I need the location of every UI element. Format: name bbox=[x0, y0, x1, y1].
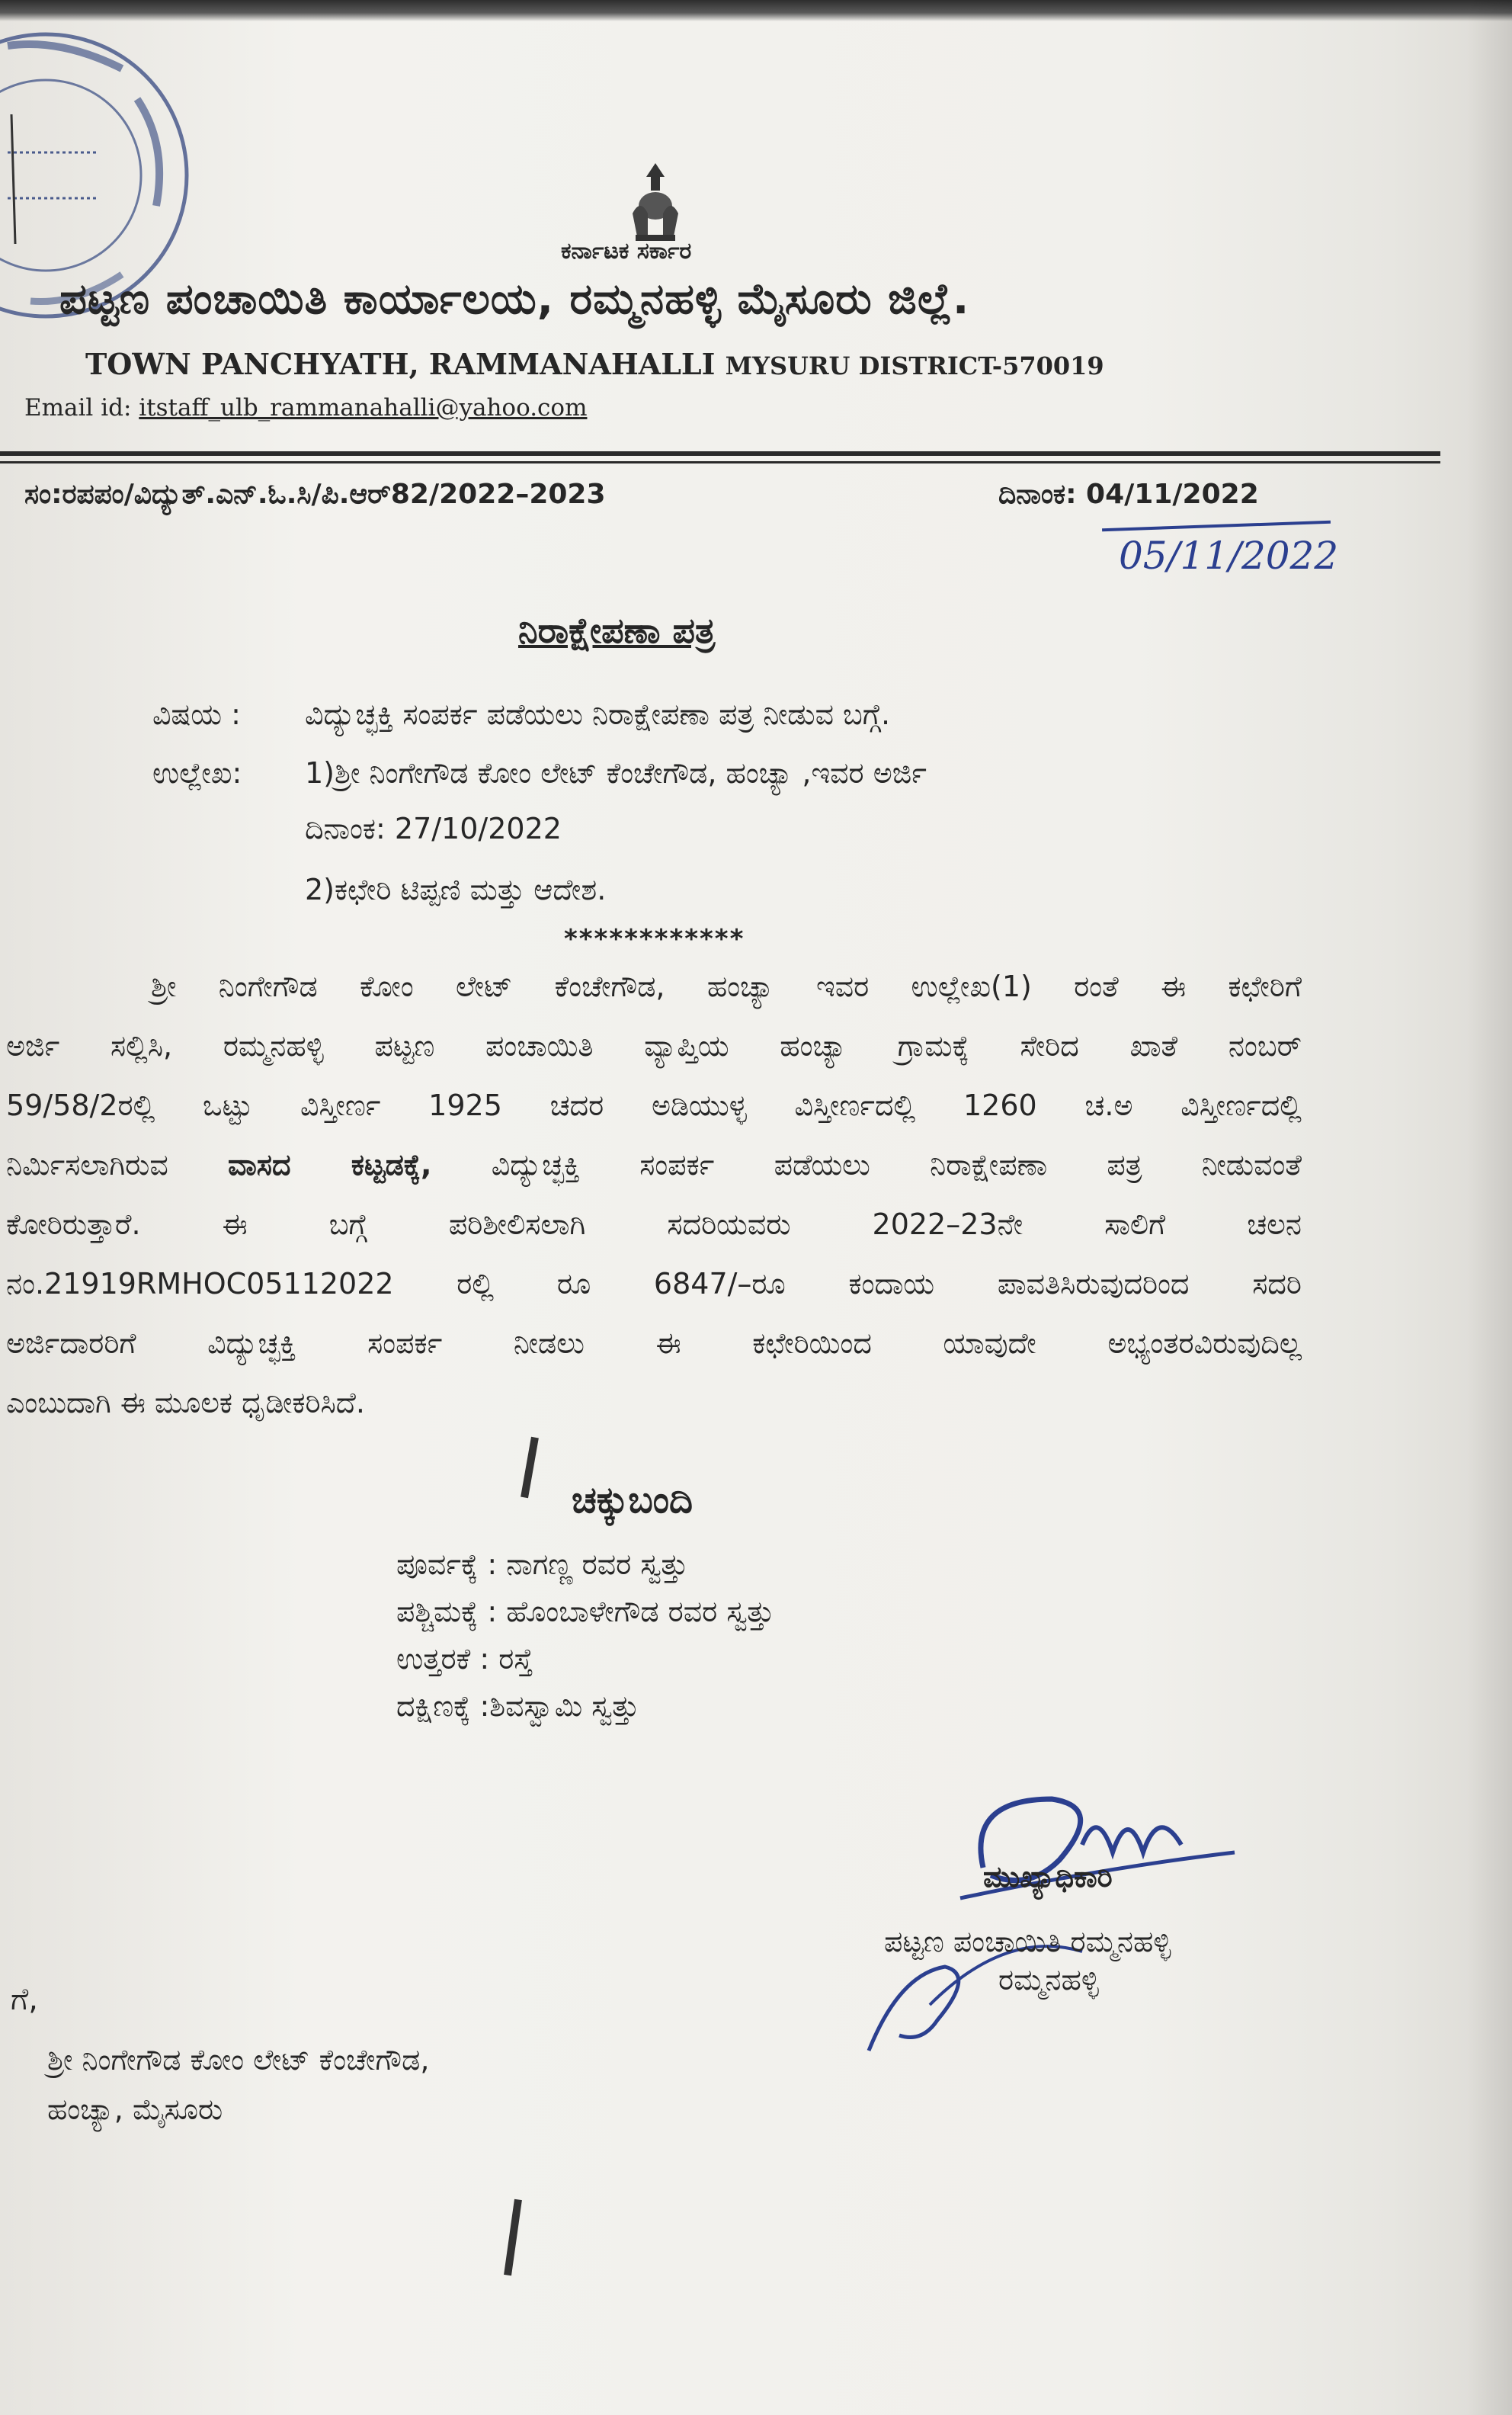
karnataka-emblem-icon bbox=[625, 160, 686, 244]
government-name: ಕರ್ನಾಟಕ ಸರ್ಕಾರ bbox=[561, 238, 692, 265]
body-line-1: ಶ್ರೀ ನಿಂಗೇಗೌಡ ಕೋಂ ಲೇಟ್ ಕೆಂಚೇಗೌಡ, ಹಂಚ್ಯಾ ಇವರ ಉಲ್ಲೇಖ(1) ರಂತೆ ಈ ಕಛೇರಿಗೆ bbox=[151, 970, 1302, 1003]
recipient-address-line-1: ಶ್ರೀ ನಿಂಗೇಗೌಡ ಕೋಂ ಲೇಟ್ ಕೆಂಚೇಗೌಡ, bbox=[47, 2043, 430, 2077]
document-heading: ನಿರಾಕ್ಷೇಪಣಾ ಪತ್ರ bbox=[518, 610, 716, 651]
pen-mark-bottom bbox=[504, 2199, 522, 2275]
reference-item-2: 2)ಕಛೇರಿ ಟಿಪ್ಪಣಿ ಮತ್ತು ಆದೇಶ. bbox=[305, 873, 607, 906]
body-line-4-part-a: ನಿರ್ಮಿಸಲಾಗಿರುವ bbox=[6, 1148, 168, 1182]
header-divider-thick bbox=[0, 451, 1440, 456]
reference-label: ಉಲ್ಲೇಖ: bbox=[152, 756, 242, 790]
body-line-8: ಎಂಬುದಾಗಿ ಈ ಮೂಲಕ ಧೃಡೀಕರಿಸಿದೆ. bbox=[6, 1386, 365, 1419]
scan-top-shadow bbox=[0, 0, 1512, 21]
subject-label: ವಿಷಯ : bbox=[152, 698, 241, 731]
reference-item-1-date: ದಿನಾಂಕ: 27/10/2022 bbox=[305, 812, 562, 845]
pen-mark bbox=[521, 1437, 539, 1499]
reference-number: ಸಂ:ರಪಪಂ/ವಿದ್ಯುತ್.ಎನ್.ಓ.ಸಿ/ಪಿ.ಆರ್82/2022–2023 bbox=[24, 479, 606, 510]
signatory-office-line-1: ಪಟ್ಟಣ ಪಂಚಾಯಿತಿ ರಮ್ಮನಹಳ್ಳಿ bbox=[884, 1925, 1171, 1958]
body-line-5: ಕೋರಿರುತ್ತಾರೆ. ಈ ಬಗ್ಗೆ ಪರಿಶೀಲಿಸಲಾಗಿ ಸದರಿಯವರು 2022–23ನೇ ಸಾಲಿಗೆ ಚಲನ bbox=[6, 1208, 1302, 1241]
office-english-district: MYSURU DISTRICT-570019 bbox=[725, 351, 1104, 380]
issue-date: ದಿನಾಂಕ: 04/11/2022 bbox=[998, 479, 1259, 510]
header-divider-thin bbox=[0, 461, 1440, 463]
email-address-link[interactable]: itstaff_ulb_rammanahalli@yahoo.com bbox=[139, 394, 588, 422]
office-name-english bbox=[85, 347, 1104, 381]
email-line bbox=[24, 394, 587, 422]
signatory-title: ಮುಖ್ಯಾಧಿಕಾರಿ bbox=[983, 1860, 1113, 1894]
signatory-office-line-2: ರಮ್ಮನಹಳ್ಳಿ bbox=[998, 1963, 1099, 1996]
boundary-west: ಪಶ್ಚಿಮಕ್ಕೆ : ಹೊಂಬಾಳೇಗೌಡ ರವರ ಸ್ವತ್ತು bbox=[396, 1595, 774, 1628]
recipient-to-label: ಗೆ, bbox=[11, 1982, 38, 2017]
body-line-7: ಅರ್ಜಿದಾರರಿಗೆ ವಿದ್ಯುಚ್ಛಕ್ತಿ ಸಂಪರ್ಕ ನೀಡಲು ಈ ಕಛೇರಿಯಿಂದ ಯಾವುದೇ ಅಭ್ಯಂತರವಿರುವುದಿಲ್ಲ bbox=[6, 1326, 1302, 1360]
separator-stars: ************ bbox=[564, 924, 745, 954]
recipient-address-line-2: ಹಂಚ್ಯಾ, ಮೈಸೂರು bbox=[47, 2093, 223, 2126]
body-line-4-bold: ವಾಸದ ಕಟ್ಟಡಕ್ಕೆ, bbox=[227, 1148, 432, 1182]
office-english-title: TOWN PANCHYATH, RAMMANAHALLI bbox=[85, 347, 716, 381]
email-label: Email id: bbox=[24, 394, 132, 422]
body-line-6: ನಂ.21919RMHOC05112022 ರಲ್ಲಿ ರೂ 6847/–ರೂ ಕಂದಾಯ ಪಾವತಿಸಿರುವುದರಿಂದ ಸದರಿ bbox=[6, 1267, 1302, 1301]
body-line-3: 59/58/2ರಲ್ಲಿ ಒಟ್ಟು ವಿಸ್ತೀರ್ಣ 1925 ಚದರ ಅಡಿಯುಳ್ಳ ವಿಸ್ತೀರ್ಣದಲ್ಲಿ 1260 ಚ.ಅ ವಿಸ್ತೀರ್ಣದಲ್ಲಿ bbox=[6, 1089, 1302, 1122]
boundary-south: ದಕ್ಷಿಣಕ್ಕೆ :ಶಿವಸ್ವಾಮಿ ಸ್ವತ್ತು bbox=[396, 1689, 639, 1723]
reference-item-1: 1)ಶ್ರೀ ನಿಂಗೇಗೌಡ ಕೋಂ ಲೇಟ್ ಕೆಂಚೇಗೌಡ, ಹಂಚ್ಯಾ ,ಇವರ ಅರ್ಜಿ bbox=[305, 756, 927, 790]
scan-edge-shadow bbox=[1466, 0, 1512, 2415]
boundaries-heading: ಚಕ್ಕುಬಂದಿ bbox=[572, 1479, 693, 1522]
handwritten-date: 05/11/2022 bbox=[1119, 534, 1339, 578]
body-line-4 bbox=[6, 1148, 1302, 1182]
subject-text: ವಿದ್ಯುಚ್ಛಕ್ತಿ ಸಂಪರ್ಕ ಪಡೆಯಲು ನಿರಾಕ್ಷೇಪಣಾ ಪತ್ರ ನೀಡುವ ಬಗ್ಗೆ. bbox=[305, 698, 891, 731]
boundary-east: ಪೂರ್ವಕ್ಕೆ : ನಾಗಣ್ಣ ರವರ ಸ್ವತ್ತು bbox=[396, 1547, 688, 1581]
office-name-kannada: ಪಟ್ಟಣ ಪಂಚಾಯಿತಿ ಕಾರ್ಯಾಲಯ, ರಮ್ಮನಹಳ್ಳಿ ಮೈಸೂರು ಜಿಲ್ಲೆ. bbox=[59, 274, 970, 324]
handwritten-date-underline bbox=[1102, 521, 1331, 531]
boundary-north: ಉತ್ತರಕೆ : ರಸ್ತೆ bbox=[396, 1642, 533, 1676]
body-line-4-part-c: ವಿದ್ಯುಚ್ಛಕ್ತಿ ಸಂಪರ್ಕ ಪಡೆಯಲು ನಿರಾಕ್ಷೇಪಣಾ ಪತ್ರ ನೀಡುವಂತೆ bbox=[491, 1148, 1302, 1182]
body-line-2: ಅರ್ಜಿ ಸಲ್ಲಿಸಿ, ರಮ್ಮನಹಳ್ಳಿ ಪಟ್ಟಣ ಪಂಚಾಯಿತಿ ವ್ಯಾಪ್ತಿಯ ಹಂಚ್ಯಾ ಗ್ರಾಮಕ್ಕೆ ಸೇರಿದ ಖಾತೆ ನಂಬರ್ bbox=[6, 1029, 1302, 1063]
